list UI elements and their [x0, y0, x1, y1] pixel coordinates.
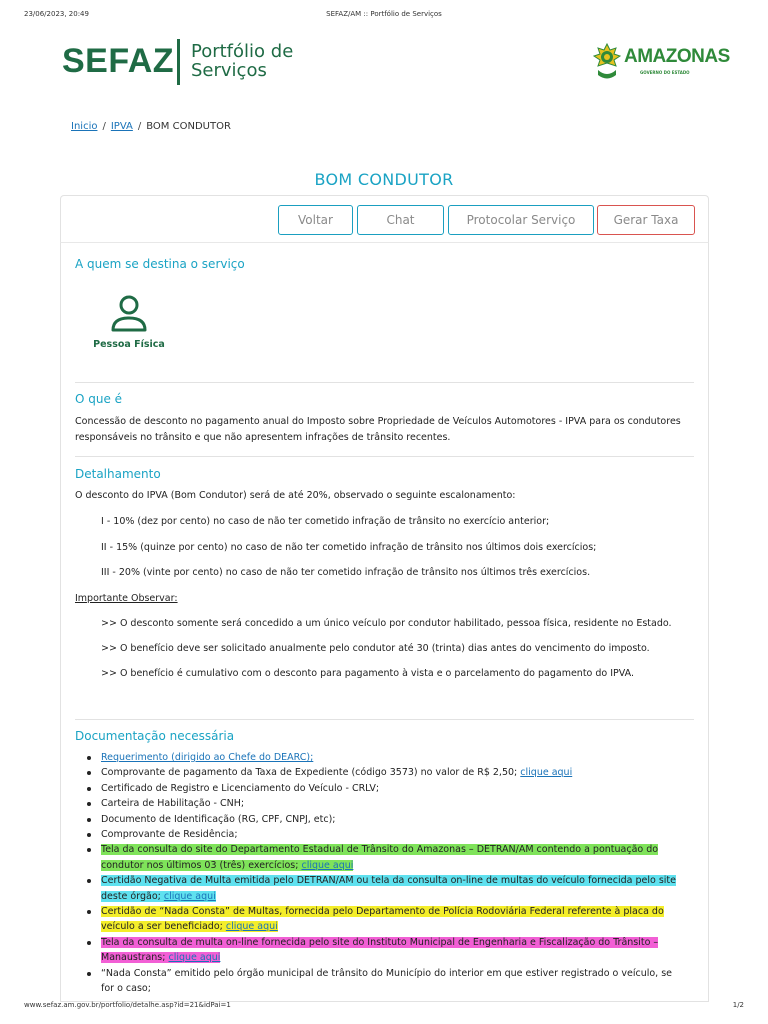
audience-pessoa-fisica	[89, 293, 169, 353]
amazonas-emblem-icon	[592, 42, 622, 82]
doc-item	[87, 781, 688, 796]
breadcrumb-separator: /	[137, 121, 142, 132]
breadcrumb-separator: /	[102, 121, 106, 132]
portfolio-logo-text	[191, 42, 293, 80]
documents-list	[87, 750, 688, 997]
section-divider	[75, 456, 694, 457]
print-datetime: 23/06/2023, 20:49	[24, 10, 89, 18]
action-button-bar	[60, 195, 709, 242]
print-footer	[24, 1001, 744, 1013]
gerar-taxa-button[interactable]: Gerar Taxa	[597, 205, 695, 235]
breadcrumb-current: BOM CONDUTOR	[146, 121, 231, 132]
multa-clique-aqui-link[interactable]: clique aqui	[163, 890, 216, 902]
important-note-title: Importante Observar:	[75, 593, 178, 604]
section-divider	[75, 719, 694, 720]
doc-text: Certificado de Registro e Licenciamento do Veículo - CRLV;	[101, 782, 380, 794]
details-tier: I - 10% (dez por cento) no caso de não ter cometido infração de trânsito no exercício anterior;	[101, 516, 550, 527]
doc-text: Carteira de Habilitação - CNH;	[101, 798, 245, 810]
details-tier: II - 15% (quinze por cento) no caso de não ter cometido infração de trânsito nos últimos dois exercícios;	[101, 542, 597, 553]
breadcrumb	[71, 121, 231, 132]
voltar-button[interactable]: Voltar	[278, 205, 353, 235]
important-note: >> O desconto somente será concedido a um único veículo por condutor habilitado, pessoa física, residente no Estado.	[101, 618, 672, 629]
doc-item	[87, 827, 688, 842]
prf-clique-aqui-link[interactable]: clique aqui	[225, 921, 278, 933]
doc-item	[87, 796, 688, 811]
doc-text: Tela da consulta do site do Departamento Estadual de Trânsito do Amazonas – DETRAN/AM contendo a pontuação do condutor nos últimos 03 (três) exercícios;	[101, 844, 659, 871]
what-description: Concessão de desconto no pagamento anual do Imposto sobre Propriedade de Veículos Automotores - IPVA para os condutores responsáveis no trânsito e que não apresentem infrações de trânsito recentes.	[75, 416, 681, 443]
doc-text: Tela da consulta de multa on-line fornecida pelo site do Instituto Municipal de Engenharia e Fiscalização do Trânsito – Manaustrans;	[101, 936, 659, 964]
print-title: SEFAZ/AM :: Portfólio de Serviços	[326, 10, 442, 18]
page-title: BOM CONDUTOR	[314, 170, 454, 189]
detran-clique-aqui-link[interactable]: clique aqui	[301, 859, 354, 871]
doc-item	[87, 966, 688, 997]
doc-item	[87, 812, 688, 827]
section-divider	[75, 382, 694, 383]
sefaz-logo[interactable]: SEFAZ	[62, 42, 175, 80]
important-note: >> O benefício deve ser solicitado anualmente pelo condutor até 30 (trinta) dias antes do vencimento do imposto.	[101, 643, 650, 654]
doc-item	[87, 904, 688, 935]
doc-item	[87, 750, 688, 765]
person-icon	[109, 293, 149, 333]
protocolar-servico-button[interactable]: Protocolar Serviço	[448, 205, 594, 235]
gov-subtitle: GOVERNO DO ESTADO	[640, 70, 690, 75]
breadcrumb-home-link[interactable]: Inicio	[71, 121, 98, 132]
doc-text: Comprovante de Residência;	[101, 829, 238, 841]
breadcrumb-ipva-link[interactable]: IPVA	[110, 121, 133, 132]
site-header	[62, 36, 730, 90]
doc-text: Comprovante de pagamento da Taxa de Expediente (código 3573) no valor de R$ 2,50;	[101, 767, 518, 779]
details-section-title: Detalhamento	[75, 467, 161, 481]
doc-item	[87, 842, 688, 873]
logo-divider	[177, 39, 180, 85]
important-note: >> O benefício é cumulativo com o desconto para pagamento à vista e o parcelamento do pagamento do IPVA.	[101, 668, 635, 679]
details-tier: III - 20% (vinte por cento) no caso de não ter cometido infração de trânsito nos últimos três exercícios.	[101, 567, 591, 578]
doc-item	[87, 935, 688, 966]
manaustrans-clique-aqui-link[interactable]: clique aqui	[168, 952, 221, 964]
print-url: www.sefaz.am.gov.br/portfolio/detalhe.asp?id=21&idPai=1	[24, 1001, 231, 1009]
docs-section-title: Documentação necessária	[75, 729, 235, 743]
print-header	[24, 10, 744, 22]
doc-text: “Nada Consta” emitido pelo órgão municipal de trânsito do Município do interior em que estiver registrado o veículo, se for o caso;	[101, 967, 673, 995]
person-label: Pessoa Física	[93, 339, 165, 350]
portfolio-line-2: Serviços	[191, 60, 267, 81]
doc-text: Certidão Negativa de Multa emitida pelo DETRAN/AM ou tela da consulta on-line de multas do veículo fornecida pelo site deste órgão;	[101, 875, 677, 902]
chat-button[interactable]: Chat	[357, 205, 444, 235]
doc-text: Certidão de “Nada Consta” de Multas, fornecida pelo Departamento de Polícia Rodoviária Federal referente à placa do veículo a ser beneficiado;	[101, 906, 664, 933]
portfolio-line-1: Portfólio de	[191, 41, 294, 62]
what-section-title: O que é	[75, 392, 123, 406]
amazonas-gov-logo[interactable]	[592, 42, 730, 82]
details-intro: O desconto do IPVA (Bom Condutor) será de até 20%, observado o seguinte escalonamento:	[75, 490, 516, 501]
service-details-card	[60, 242, 709, 1002]
requerimento-link[interactable]: Requerimento (dirigido ao Chefe do DEARC);	[101, 752, 314, 763]
taxa-clique-aqui-link[interactable]: clique aqui	[520, 767, 573, 779]
doc-text: Documento de Identificação (RG, CPF, CNPJ, etc);	[101, 813, 336, 825]
print-page-number: 1/2	[732, 1001, 744, 1009]
doc-item	[87, 873, 688, 904]
audience-section-title: A quem se destina o serviço	[75, 257, 245, 271]
doc-item	[87, 765, 688, 780]
gov-name: AMAZONAS	[624, 46, 730, 67]
